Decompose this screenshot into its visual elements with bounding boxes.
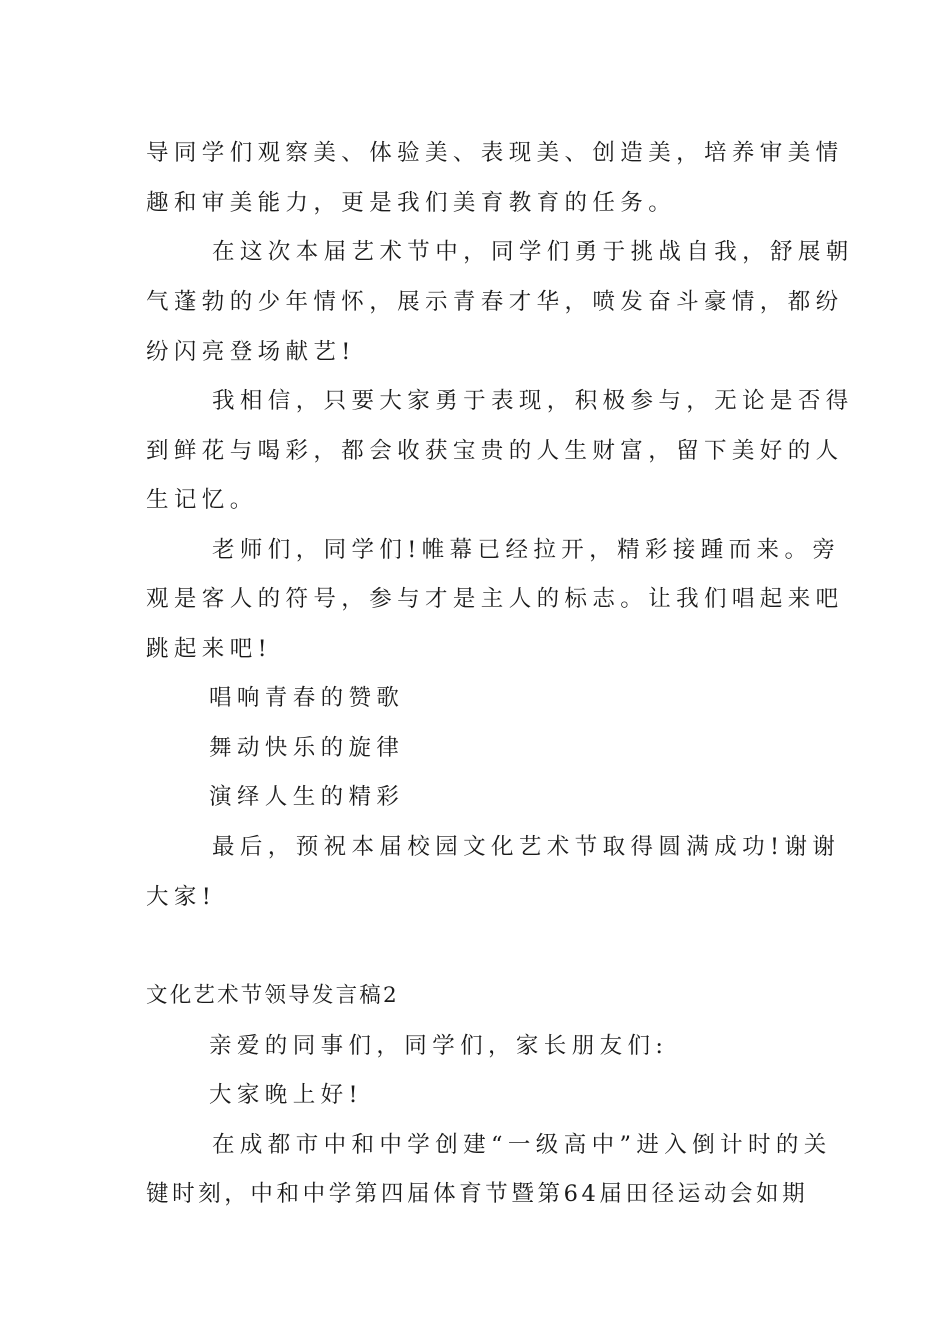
paragraph-line: 我相信，只要大家勇于表现，积极参与，无论是否得: [212, 388, 854, 414]
verse-line: 舞动快乐的旋律: [209, 735, 405, 761]
section-heading: 文化艺术节领导发言稿2: [146, 983, 399, 1008]
paragraph-line: 在成都市中和中学创建“一级高中”进入倒计时的关: [212, 1132, 832, 1158]
verse-line: 演绎人生的精彩: [209, 784, 405, 810]
paragraph-line: 到鲜花与喝彩，都会收获宝贵的人生财富，留下美好的人: [146, 438, 844, 464]
paragraph-line: 大家!: [146, 884, 217, 910]
paragraph-line: 气蓬勃的少年情怀，展示青春才华，喷发奋斗豪情，都纷: [146, 289, 844, 315]
paragraph-line: 老师们，同学们!帷幕已经拉开，精彩接踵而来。旁: [212, 537, 841, 563]
paragraph-line: 观是客人的符号，参与才是主人的标志。让我们唱起来吧: [146, 586, 844, 612]
salutation-line: 亲爱的同事们，同学们，家长朋友们:: [209, 1033, 669, 1059]
paragraph-line: 跳起来吧!: [146, 636, 273, 662]
paragraph-line: 导同学们观察美、体验美、表现美、创造美，培养审美情: [146, 140, 844, 166]
verse-line: 唱响青春的赞歌: [209, 685, 405, 711]
greeting-line: 大家晚上好!: [209, 1082, 363, 1108]
paragraph-line: 生记忆。: [146, 487, 258, 513]
paragraph-line: 纷闪亮登场献艺!: [146, 339, 356, 365]
paragraph-line: 在这次本届艺术节中，同学们勇于挑战自我，舒展朝: [212, 239, 854, 265]
paragraph-line: 趣和审美能力，更是我们美育教育的任务。: [146, 190, 677, 216]
paragraph-line: 最后，预祝本届校园文化艺术节取得圆满成功!谢谢: [212, 834, 841, 860]
paragraph-line: 键时刻，中和中学第四届体育节暨第64届田径运动会如期: [146, 1181, 809, 1207]
